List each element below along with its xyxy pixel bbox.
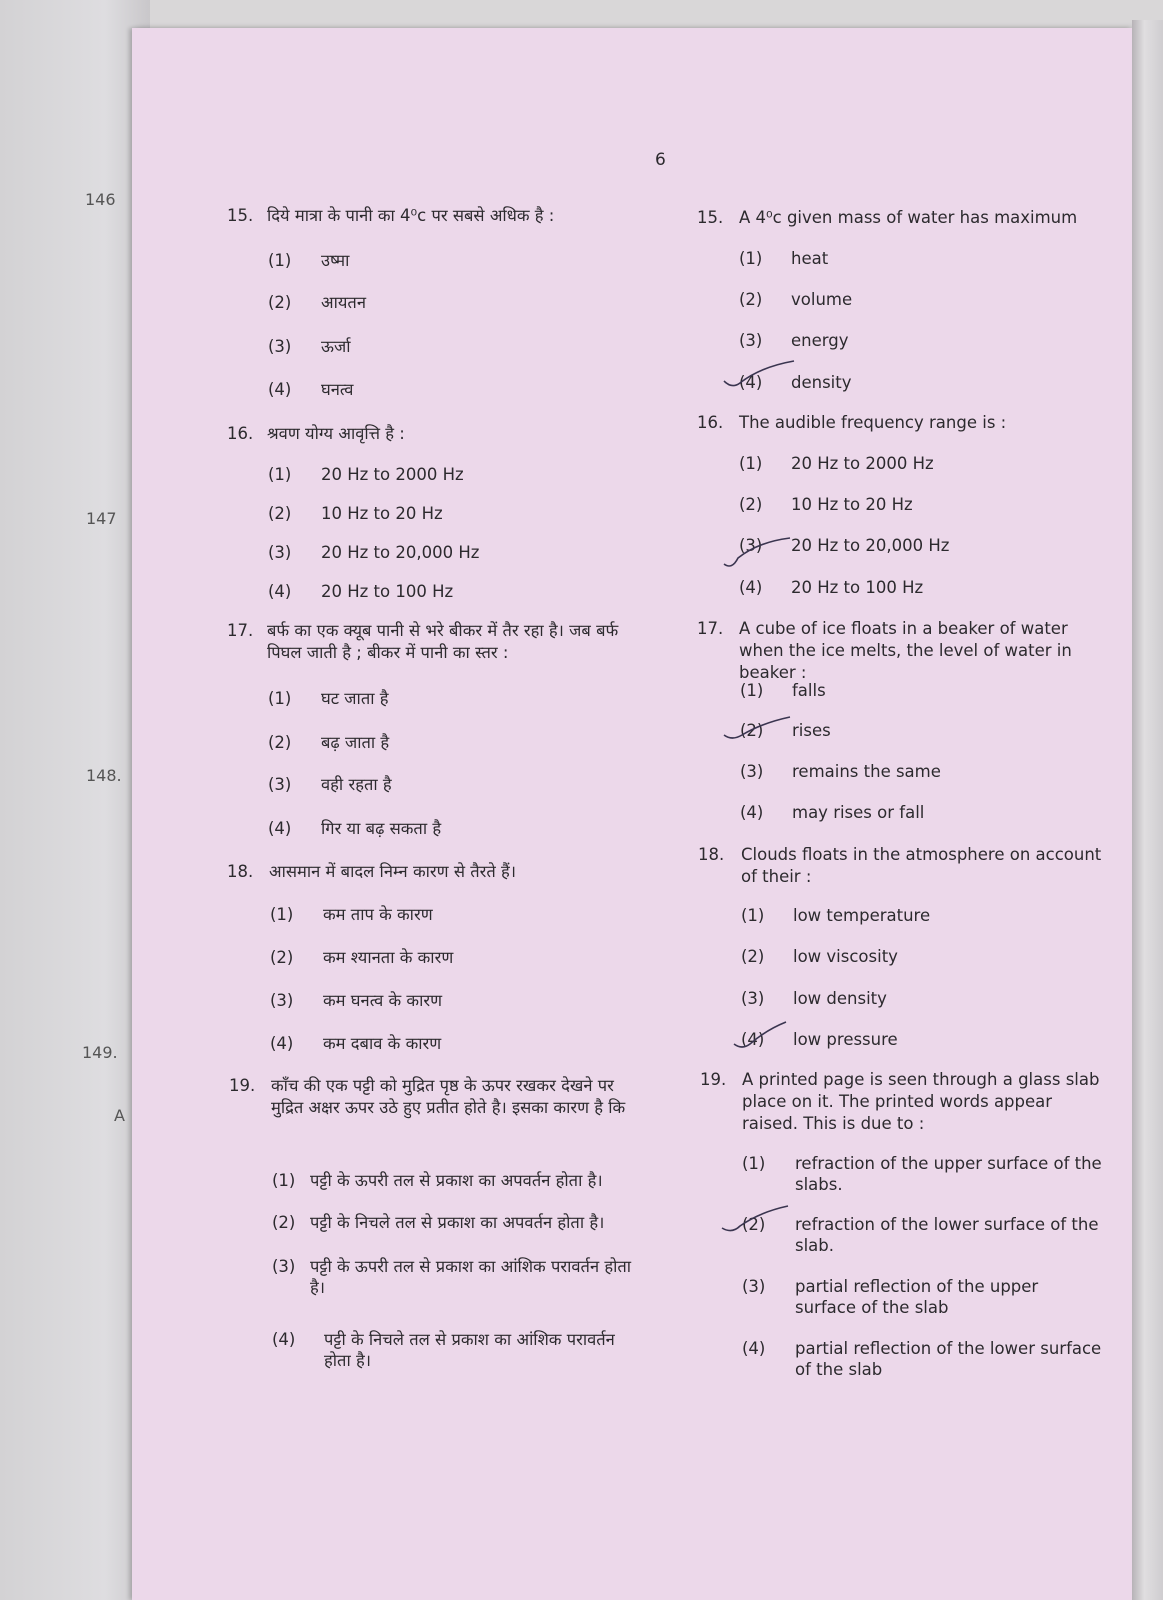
question-text: श्रवण योग्य आवृत्ति है : <box>267 424 405 443</box>
margin-number: 147 <box>86 509 117 528</box>
question-text: काँच की एक पट्टी को मुद्रित पृष्ठ के ऊपर रखकर देखने पर मुद्रित अक्षर ऊपर उठे हुए प्रतीत होते है। इसका कारण है कि <box>271 1076 626 1117</box>
margin-number: 146 <box>85 190 116 209</box>
previous-page-edge <box>0 0 150 1600</box>
question-text: A printed page is seen through a glass slab place on it. The printed words appear raised. This is due to : <box>742 1070 1100 1133</box>
page-number: 6 <box>655 150 666 170</box>
question-text: दिये मात्रा के पानी का 4⁰c पर सबसे अधिक है : <box>267 206 555 225</box>
question-text: आसमान में बादल निम्न कारण से तैरते हैं। <box>269 862 517 881</box>
question-text: A cube of ice floats in a beaker of water when the ice melts, the level of water in beaker : <box>739 619 1072 682</box>
question-text: बर्फ का एक क्यूब पानी से भरे बीकर में तैर रहा है। जब बर्फ पिघल जाती है ; बीकर में पानी का स्तर : <box>267 621 619 662</box>
question-text: Clouds floats in the atmosphere on account of their : <box>741 845 1102 886</box>
margin-number: A <box>114 1106 125 1125</box>
page-stack-edge <box>1132 20 1163 1600</box>
question-text: The audible frequency range is : <box>739 413 1007 432</box>
question-text: A 4⁰c given mass of water has maximum <box>739 208 1078 227</box>
margin-number: 148. <box>86 766 122 785</box>
margin-number: 149. <box>82 1043 118 1062</box>
